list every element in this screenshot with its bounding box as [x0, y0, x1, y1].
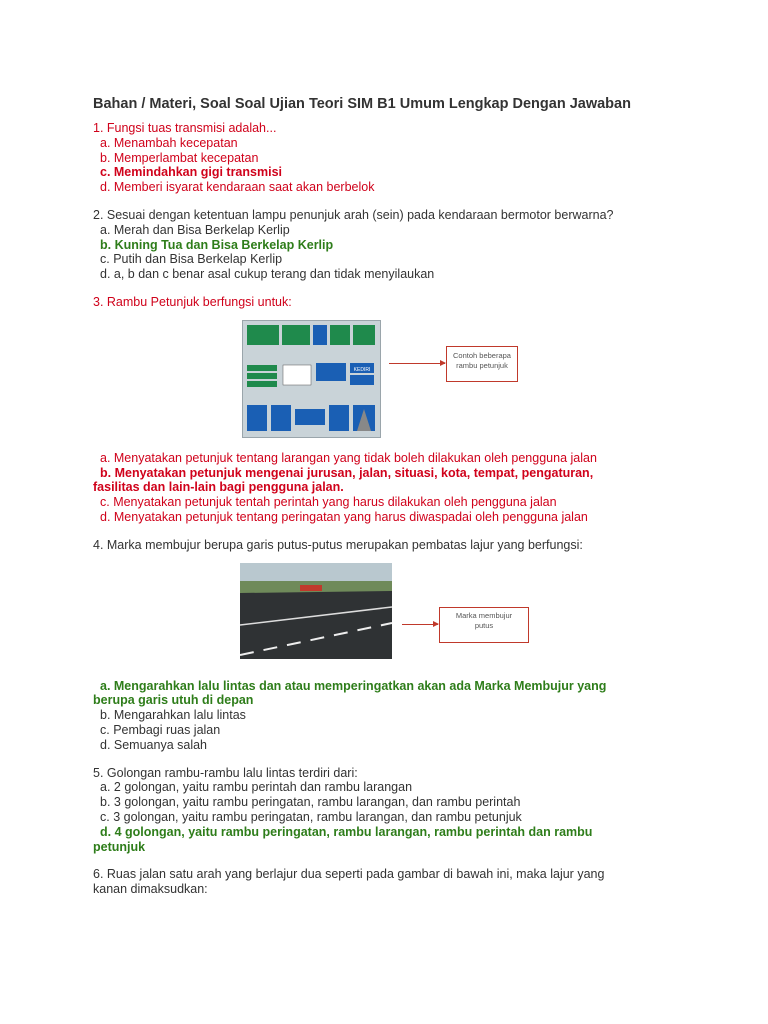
question-6-text-line2: kanan dimaksudkan: [93, 882, 208, 897]
q4-callout-box [439, 607, 529, 643]
q1-option-a: a. Menambah kecepatan [100, 135, 238, 150]
question-5-text: 5. Golongan rambu-rambu lalu lintas terdiri dari: [93, 765, 358, 780]
document-page [93, 96, 693, 910]
q3-option-a: a. Menyatakan petunjuk tentang larangan yang tidak boleh dilakukan oleh pengguna jalan [100, 450, 597, 465]
callout-arrow [389, 363, 445, 364]
q3-callout-line2: rambu petunjuk [456, 360, 508, 370]
road-marking-illustration [240, 563, 392, 659]
q3-option-c: c. Menyatakan petunjuk tentah perintah yang harus dilakukan oleh pengguna jalan [100, 495, 557, 510]
question-1-text: 1. Fungsi tuas transmisi adalah... [93, 121, 277, 135]
q1-option-b: b. Memperlambat kecepatan [100, 150, 259, 165]
question-1 [93, 121, 693, 195]
question-6 [93, 867, 693, 897]
question-2-text: 2. Sesuai dengan ketentuan lampu penunjuk arah (sein) pada kendaraan bermotor berwarna? [93, 207, 614, 222]
q2-option-d: d. a, b dan c benar asal cukup terang dan tidak menyilaukan [100, 267, 435, 282]
q3-callout-box [446, 346, 518, 382]
q3-option-b-answer-line2: fasilitas dan lain-lain bagi pengguna jalan. [93, 480, 344, 495]
q2-option-c: c. Putih dan Bisa Berkelap Kerlip [100, 252, 283, 267]
callout-arrow [402, 624, 438, 625]
q3-option-d: d. Menyatakan petunjuk tentang peringatan yang harus diwaspadai oleh pengguna jalan [100, 509, 588, 524]
q5-option-b: b. 3 golongan, yaitu rambu peringatan, rambu larangan, dan rambu perintah [100, 795, 521, 810]
q3-callout-line1: Contoh beberapa [453, 350, 511, 360]
q4-option-a-answer-line2: berupa garis utuh di depan [93, 693, 254, 708]
question-5 [93, 766, 693, 855]
q2-option-b-answer: b. Kuning Tua dan Bisa Berkelap Kerlip [100, 237, 334, 252]
q1-option-d: d. Memberi isyarat kendaraan saat akan berbelok [100, 180, 375, 195]
q4-callout-line1: Marka membujur [455, 610, 513, 620]
guide-signs-illustration [243, 321, 380, 437]
q5-option-d-answer-line1: d. 4 golongan, yaitu rambu peringatan, rambu larangan, rambu perintah dan rambu [100, 824, 593, 839]
q4-callout-line2: putus [474, 620, 494, 630]
page-title: Bahan / Materi, Soal Soal Ujian Teori SIM B1 Umum Lengkap Dengan Jawaban [93, 96, 631, 112]
question-3 [93, 295, 693, 525]
q1-option-c-answer: c. Memindahkan gigi transmisi [100, 165, 282, 180]
q4-option-a-answer-line1: a. Mengarahkan lalu lintas dan atau memperingatkan akan ada Marka Membujur yang [100, 678, 607, 693]
question-6-text-line1: 6. Ruas jalan satu arah yang berlajur dua seperti pada gambar di bawah ini, maka lajur yang [93, 867, 605, 882]
q5-option-a: a. 2 golongan, yaitu rambu perintah dan rambu larangan [100, 780, 413, 795]
question-4-text: 4. Marka membujur berupa garis putus-putus merupakan pembatas lajur yang berfungsi: [93, 537, 583, 552]
q3-figure [93, 317, 693, 445]
q4-option-b: b. Mengarahkan lalu lintas [100, 708, 246, 723]
question-4 [93, 538, 693, 753]
q5-option-c: c. 3 golongan, yaitu rambu peringatan, rambu larangan, dan rambu petunjuk [100, 809, 522, 824]
q3-option-b-answer-line1: b. Menyatakan petunjuk mengenai jurusan, jalan, situasi, kota, tempat, pengaturan, [100, 465, 594, 480]
road-marking-image [240, 563, 392, 659]
question-2 [93, 208, 693, 282]
q5-option-d-answer-line2: petunjuk [93, 839, 146, 854]
guide-signs-image [242, 320, 381, 438]
q4-option-d: d. Semuanya salah [100, 737, 208, 752]
q2-option-a: a. Merah dan Bisa Berkelap Kerlip [100, 222, 290, 237]
q4-option-c: c. Pembagi ruas jalan [100, 722, 221, 737]
q4-figure [93, 563, 693, 673]
kediri-sign-text: KEDIRI [353, 366, 371, 373]
question-3-text: 3. Rambu Petunjuk berfungsi untuk: [93, 294, 292, 309]
